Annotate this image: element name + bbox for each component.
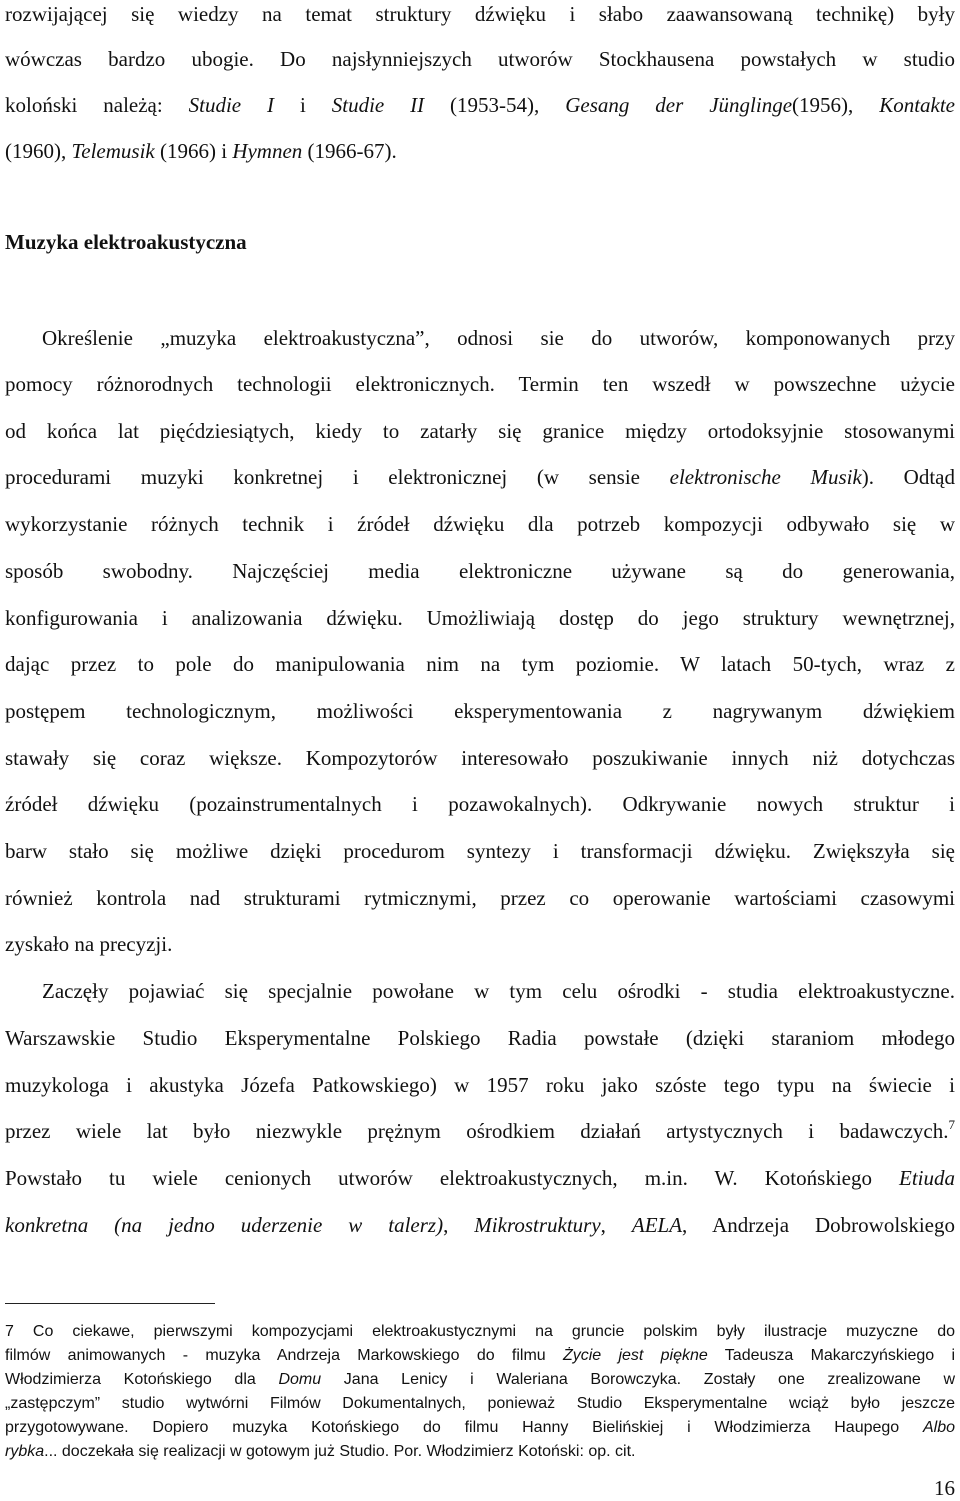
body-line: rozwijającej się wiedzy na temat struktury dźwięku i słabo zaawansowaną technikę) były bbox=[5, 2, 955, 26]
footnote-ref: 7 bbox=[948, 1117, 955, 1132]
footnote-line: „zastępczym” studio wytwórni Filmów Dokumentalnych, ponieważ Studio Eksperymentalne wciąż było jeszcze bbox=[5, 1395, 955, 1412]
body-line: Określenie „muzyka elektroakustyczna”, odnosi sie do utworów, komponowanych przy bbox=[42, 326, 955, 350]
body-line: procedurami muzyki konkretnej i elektronicznej (w sensie elektronische Musik). Odtąd bbox=[5, 465, 955, 489]
body-line: konfigurowania i analizowania dźwięku. Umożliwiają dostęp do jego struktury wewnętrznej, bbox=[5, 606, 955, 630]
body-line: muzykologa i akustyka Józefa Patkowskiego) w 1957 roku jako szóste tego typu na świecie i bbox=[5, 1073, 955, 1097]
page-number: 16 bbox=[934, 1476, 955, 1500]
footnote-line: przygotowywane. Dopiero muzyka Kotońskiego do filmu Hanny Bielińskiej i Włodzimierza Haupego Albo bbox=[5, 1419, 955, 1436]
body-line: stawały się coraz większe. Kompozytorów interesowało poszukiwanie innych niż dotychczas bbox=[5, 746, 955, 770]
body-line: postępem technologicznym, możliwości eksperymentowania z nagrywanym dźwiękiem bbox=[5, 699, 955, 723]
body-line: konkretna (na jedno uderzenie w talerz), Mikrostruktury, AELA, Andrzeja Dobrowolskiego bbox=[5, 1213, 955, 1237]
footnote-separator bbox=[5, 1303, 215, 1304]
body-line: koloński należą: Studie I i Studie II (1953-54), Gesang der Jünglinge(1956), Kontakte bbox=[5, 93, 956, 117]
body-line: Powstało tu wiele cenionych utworów elektroakustycznych, m.in. W. Kotońskiego Etiuda bbox=[5, 1166, 955, 1190]
section-heading: Muzyka elektroakustyczna bbox=[5, 230, 247, 254]
body-line: barw stało się możliwe dzięki procedurom syntezy i transformacji dźwięku. Zwiększyła się bbox=[5, 839, 955, 863]
body-line: przez wiele lat było niezwykle prężnym ośrodkiem działań artystycznych i badawczych.$^7$ bbox=[5, 1117, 955, 1143]
body-line: Zaczęły pojawiać się specjalnie powołane w tym celu ośrodki - studia elektroakustyczne. bbox=[42, 979, 955, 1003]
footnote-line: Włodzimierza Kotońskiego dla Domu Jana Lenicy i Waleriana Borowczyka. Zostały one zrealizowane w bbox=[5, 1371, 956, 1388]
footnote-line: 7 Co ciekawe, pierwszymi kompozycjami elektroakustycznymi na gruncie polskim były ilustracje muzyczne do bbox=[5, 1323, 955, 1340]
footnote-line: filmów animowanych - muzyka Andrzeja Markowskiego do filmu Życie jest piękne Tadeusza Makarczyńskiego i bbox=[5, 1347, 956, 1364]
body-line: (1960), Telemusik (1966) i Hymnen (1966-67). bbox=[5, 139, 397, 163]
body-line: od końca lat pięćdziesiątych, kiedy to zatarły się granice między ortodoksyjnie stosowanymi bbox=[5, 419, 955, 443]
footnote-line: rybka... doczekała się realizacji w gotowym już Studio. Por. Włodzimierz Kotoński: op. cit. bbox=[5, 1443, 636, 1460]
body-line: sposób swobodny. Najczęściej media elektroniczne używane są do generowania, bbox=[5, 559, 955, 583]
footnote-number: 7 bbox=[5, 1323, 14, 1340]
body-line: Warszawskie Studio Eksperymentalne Polskiego Radia powstałe (dzięki staraniom młodego bbox=[5, 1026, 955, 1050]
body-line: zyskało na precyzji. bbox=[5, 932, 173, 956]
body-line: wykorzystanie różnych technik i źródeł dźwięku dla potrzeb kompozycji odbywało się w bbox=[5, 512, 955, 536]
body-line: pomocy różnorodnych technologii elektronicznych. Termin ten wszedł w powszechne użycie bbox=[5, 372, 955, 396]
body-line: źródeł dźwięku (pozainstrumentalnych i pozawokalnych). Odkrywanie nowych struktur i bbox=[5, 792, 955, 816]
body-line: również kontrola nad strukturami rytmicznymi, przez co operowanie wartościami czasowymi bbox=[5, 886, 955, 910]
body-line: dając przez to pole do manipulowania nim na tym poziomie. W latach 50-tych, wraz z bbox=[5, 652, 955, 676]
body-line: wówczas bardzo ubogie. Do najsłynniejszych utworów Stockhausena powstałych w studio bbox=[5, 47, 955, 71]
